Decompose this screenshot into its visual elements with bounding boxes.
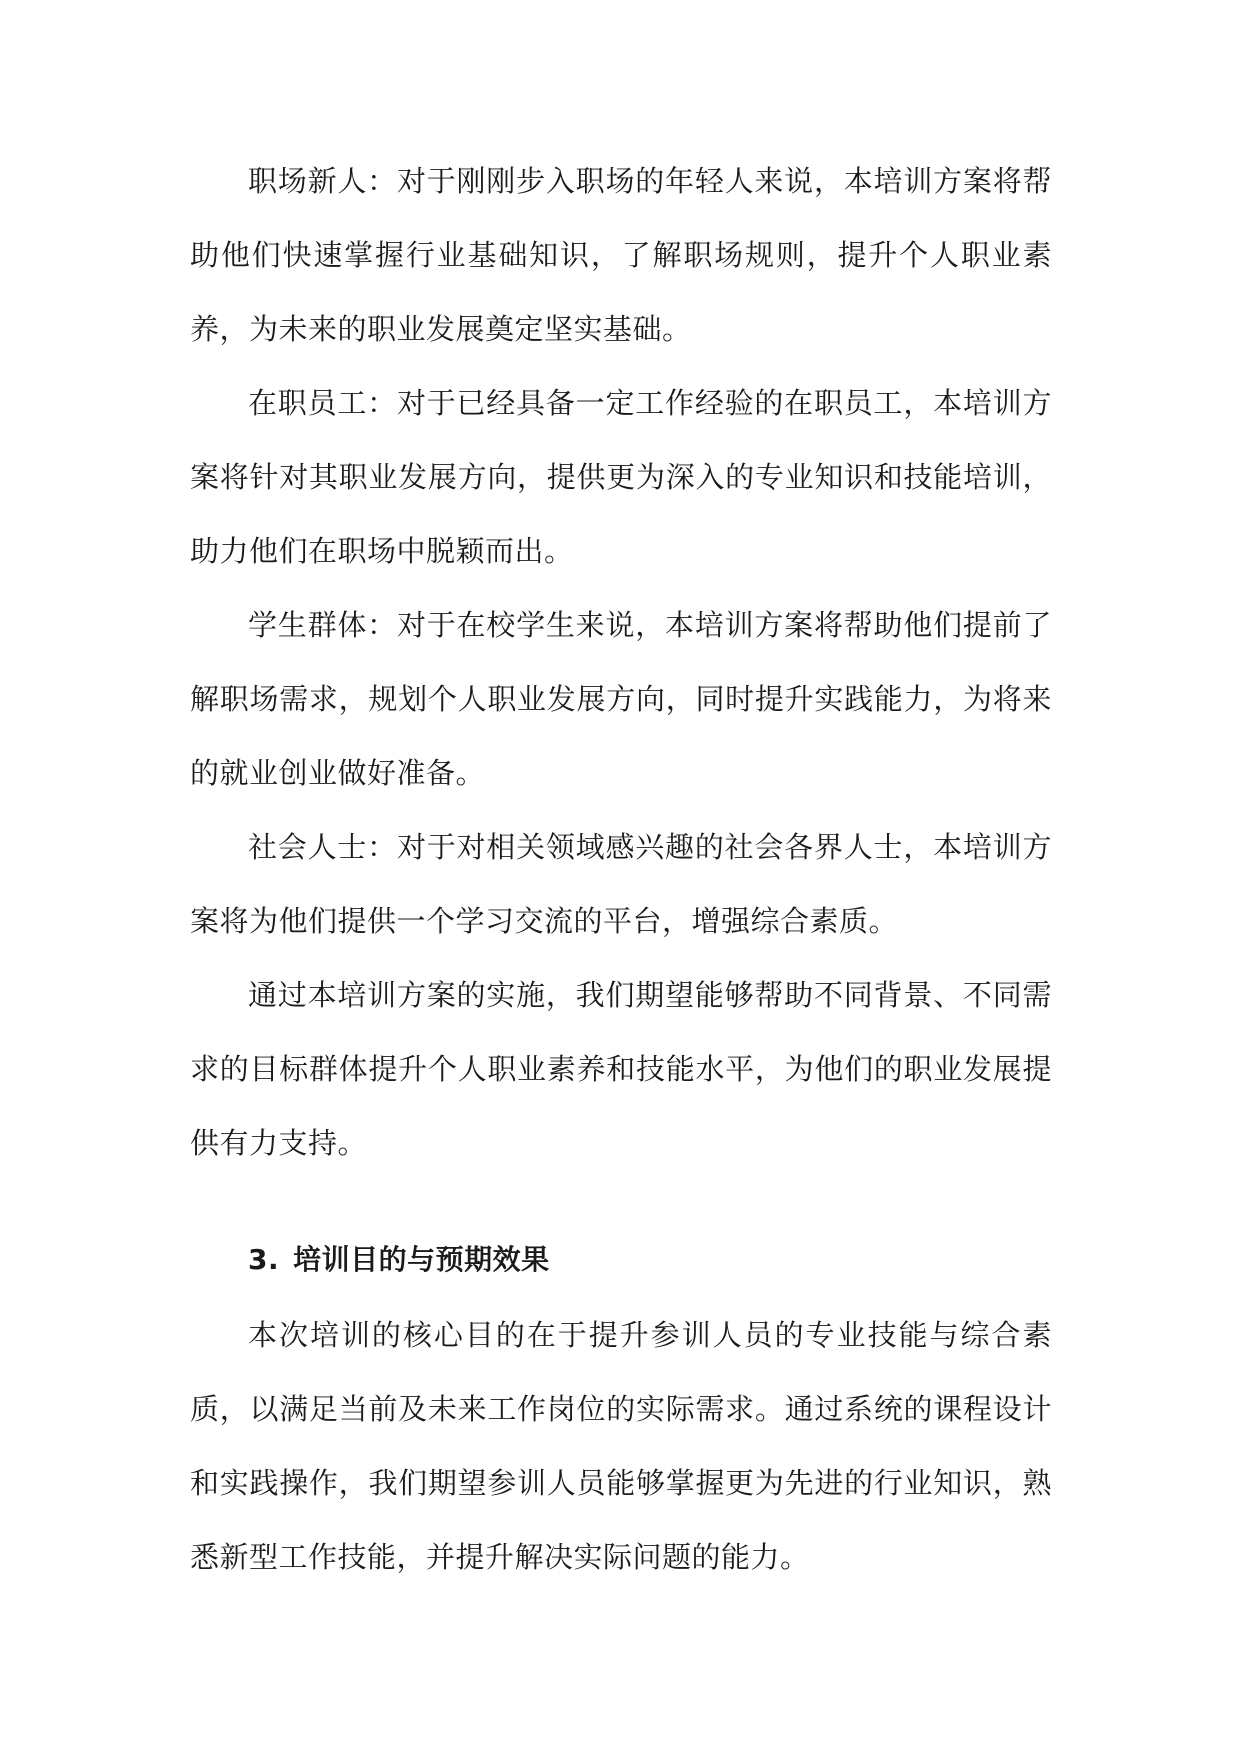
section-heading [190, 1232, 1052, 1288]
paragraph-students: 学生群体：对于在校学生来说，本培训方案将帮助他们提前了解职场需求，规划个人职业发展方向，同时提升实践能力，为将来的就业创业做好准备。 [190, 608, 1052, 790]
section-title: 培训目的与预期效果 [293, 1243, 550, 1276]
paragraph-public: 社会人士：对于对相关领域感兴趣的社会各界人士，本培训方案将为他们提供一个学习交流的平台，增强综合素质。 [190, 830, 1052, 938]
document-body [190, 144, 1052, 1594]
paragraph-training-purpose: 本次培训的核心目的在于提升参训人员的专业技能与综合素质，以满足当前及未来工作岗位的实际需求。通过系统的课程设计和实践操作，我们期望参训人员能够掌握更为先进的行业知识，熟悉新型工作技能，并提升解决实际问题的能力。 [190, 1318, 1052, 1574]
paragraph-summary: 通过本培训方案的实施，我们期望能够帮助不同背景、不同需求的目标群体提升个人职业素养和技能水平，为他们的职业发展提供有力支持。 [190, 978, 1052, 1160]
paragraph-current-employees: 在职员工：对于已经具备一定工作经验的在职员工，本培训方案将针对其职业发展方向，提供更为深入的专业知识和技能培训，助力他们在职场中脱颖而出。 [190, 386, 1052, 568]
section-number: 3. [248, 1243, 280, 1276]
paragraph-new-employees: 职场新人：对于刚刚步入职场的年轻人来说，本培训方案将帮助他们快速掌握行业基础知识，了解职场规则，提升个人职业素养，为未来的职业发展奠定坚实基础。 [190, 164, 1052, 346]
